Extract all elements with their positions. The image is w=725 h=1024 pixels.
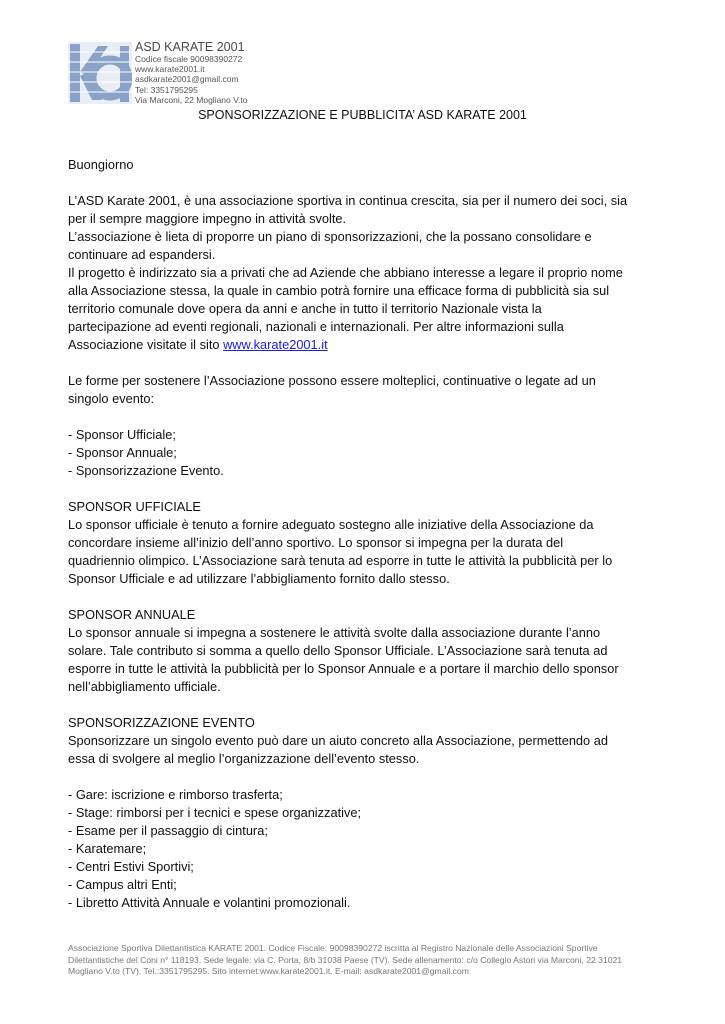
event-list-item: - Gare: iscrizione e rimborso trasferta; — [68, 787, 283, 802]
section-line: Sponsorizzare un singolo evento può dare un aiuto concreto alla Associazione, permettendo ad — [68, 733, 608, 748]
forms-list-item: - Sponsorizzazione Evento. — [68, 463, 224, 478]
intro-line: L’ASD Karate 2001, è una associazione sportiva in continua crescita, sia per il numero dei soci, sia — [68, 193, 628, 208]
org-email: asdkarate2001@gmail.com — [135, 74, 239, 85]
section-heading-event: SPONSORIZZAZIONE EVENTO — [68, 715, 255, 730]
event-list-item: - Esame per il passaggio di cintura; — [68, 823, 268, 838]
section-line: Lo sponsor annuale si impegna a sostenere le attività svolte dalla associazione durante l’anno — [68, 625, 601, 640]
section-line: quadriennio olimpico. L’Associazione sarà tenuta ad esporre in tutte le attività la pubblicità per lo — [68, 553, 613, 568]
forms-list-item: - Sponsor Ufficiale; — [68, 427, 176, 442]
event-list-item: - Stage: rimborsi per i tecnici e spese organizzative; — [68, 805, 362, 820]
section-heading-annual: SPONSOR ANNUALE — [68, 607, 196, 622]
org-phone: Tel: 3351795295 — [135, 84, 198, 95]
event-list-item: - Karatemare; — [68, 841, 147, 856]
section-heading-official: SPONSOR UFFICIALE — [68, 499, 201, 514]
forms-text-line: Le forme per sostenere l’Associazione possono essere molteplici, continuative o legate ad un — [68, 373, 596, 388]
forms-text-line: singolo evento: — [68, 391, 155, 406]
org-name: ASD KARATE 2001 — [135, 40, 245, 54]
section-line: Lo sponsor ufficiale è tenuto a fornire adeguato sostegno alle iniziative della Associazione da — [68, 517, 594, 532]
document-title: SPONSORIZZAZIONE E PUBBLICITA’ ASD KARATE 2001 — [198, 108, 527, 122]
intro-line: partecipazione ad eventi regionali, nazionali e internazionali. Per altre informazioni sulla — [68, 319, 564, 334]
org-website: www.karate2001.it — [135, 64, 205, 75]
section-line: essa di svolgere al meglio l’organizzazione dell’evento stesso. — [68, 751, 420, 766]
section-line: esporre in tutte le attività la pubblicità per lo Sponsor Annuale e a portare il marchio dello sponsor — [68, 661, 619, 676]
footer-line: Mogliano V.to (TV). Tel.:3351795295. Sito internet:www.karate2001.it. E-mail: asdkarate2001@gmail.com — [68, 966, 469, 977]
event-list-item: - Libretto Attività Annuale e volantini promozionali. — [68, 895, 351, 910]
greeting: Buongiorno — [68, 157, 134, 172]
footer-line: Associazione Sportiva Dilettantistica KARATE 2001. Codice Fiscale: 90098390272 iscritta al Registro Nazionale delle Associazioni Sportive — [68, 943, 598, 953]
page-footer — [68, 943, 668, 978]
org-fiscal-code: Codice fiscale 90098390272 — [135, 54, 243, 64]
document-body — [68, 156, 658, 912]
section-line: solare. Tale contributo si somma a quello dello Sponsor Ufficiale. L’Associazione sarà tenuta ad — [68, 643, 608, 658]
intro-line: alla Associazione stessa, la quale in cambio potrà fornire una efficace forma di pubblicità sia sul — [68, 283, 610, 298]
intro-line: L’associazione è lieta di proporre un piano di sponsorizzazioni, che la possano consolidare e — [68, 229, 592, 244]
intro-line-with-link — [68, 336, 658, 354]
intro-line: Il progetto è indirizzato sia a privati che ad Aziende che abbiano interesse a legare il proprio nome — [68, 265, 623, 280]
intro-line: continuare ad espandersi. — [68, 247, 216, 262]
org-address: Via Marconi, 22 Mogliano V.to — [135, 94, 248, 105]
intro-link-prefix: Associazione visitate il sito — [68, 337, 224, 352]
event-list-item: - Centri Estivi Sportivi; — [68, 859, 194, 874]
event-list-item: - Campus altri Enti; — [68, 877, 177, 892]
section-line: Sponsor Ufficiale e ad utilizzare l’abbigliamento fornito dallo stesso. — [68, 571, 450, 586]
forms-list-item: - Sponsor Annuale; — [68, 445, 177, 460]
section-line: nell’abbigliamento ufficiale. — [68, 679, 221, 694]
karate-logo-icon — [68, 42, 132, 104]
section-line: concordare insieme all’inizio dell’anno sportivo. Lo sponsor si impegna per la durata del — [68, 535, 564, 550]
intro-line: per il sempre maggiore impegno in attività svolte. — [68, 211, 347, 226]
org-info-block — [135, 40, 335, 105]
footer-line: Dilettantistiche del Coni n° 118193. Sede legale: via C. Porta, 8/b 31038 Paese (TV). Sede allenamento: c/o Collegio Astori via Marconi, 22 31021 — [68, 954, 623, 965]
intro-line: territorio comunale dove opera da anni e anche in tutto il territorio Nazionale vista la — [68, 301, 542, 316]
website-link[interactable]: www.karate2001.it — [223, 337, 328, 352]
